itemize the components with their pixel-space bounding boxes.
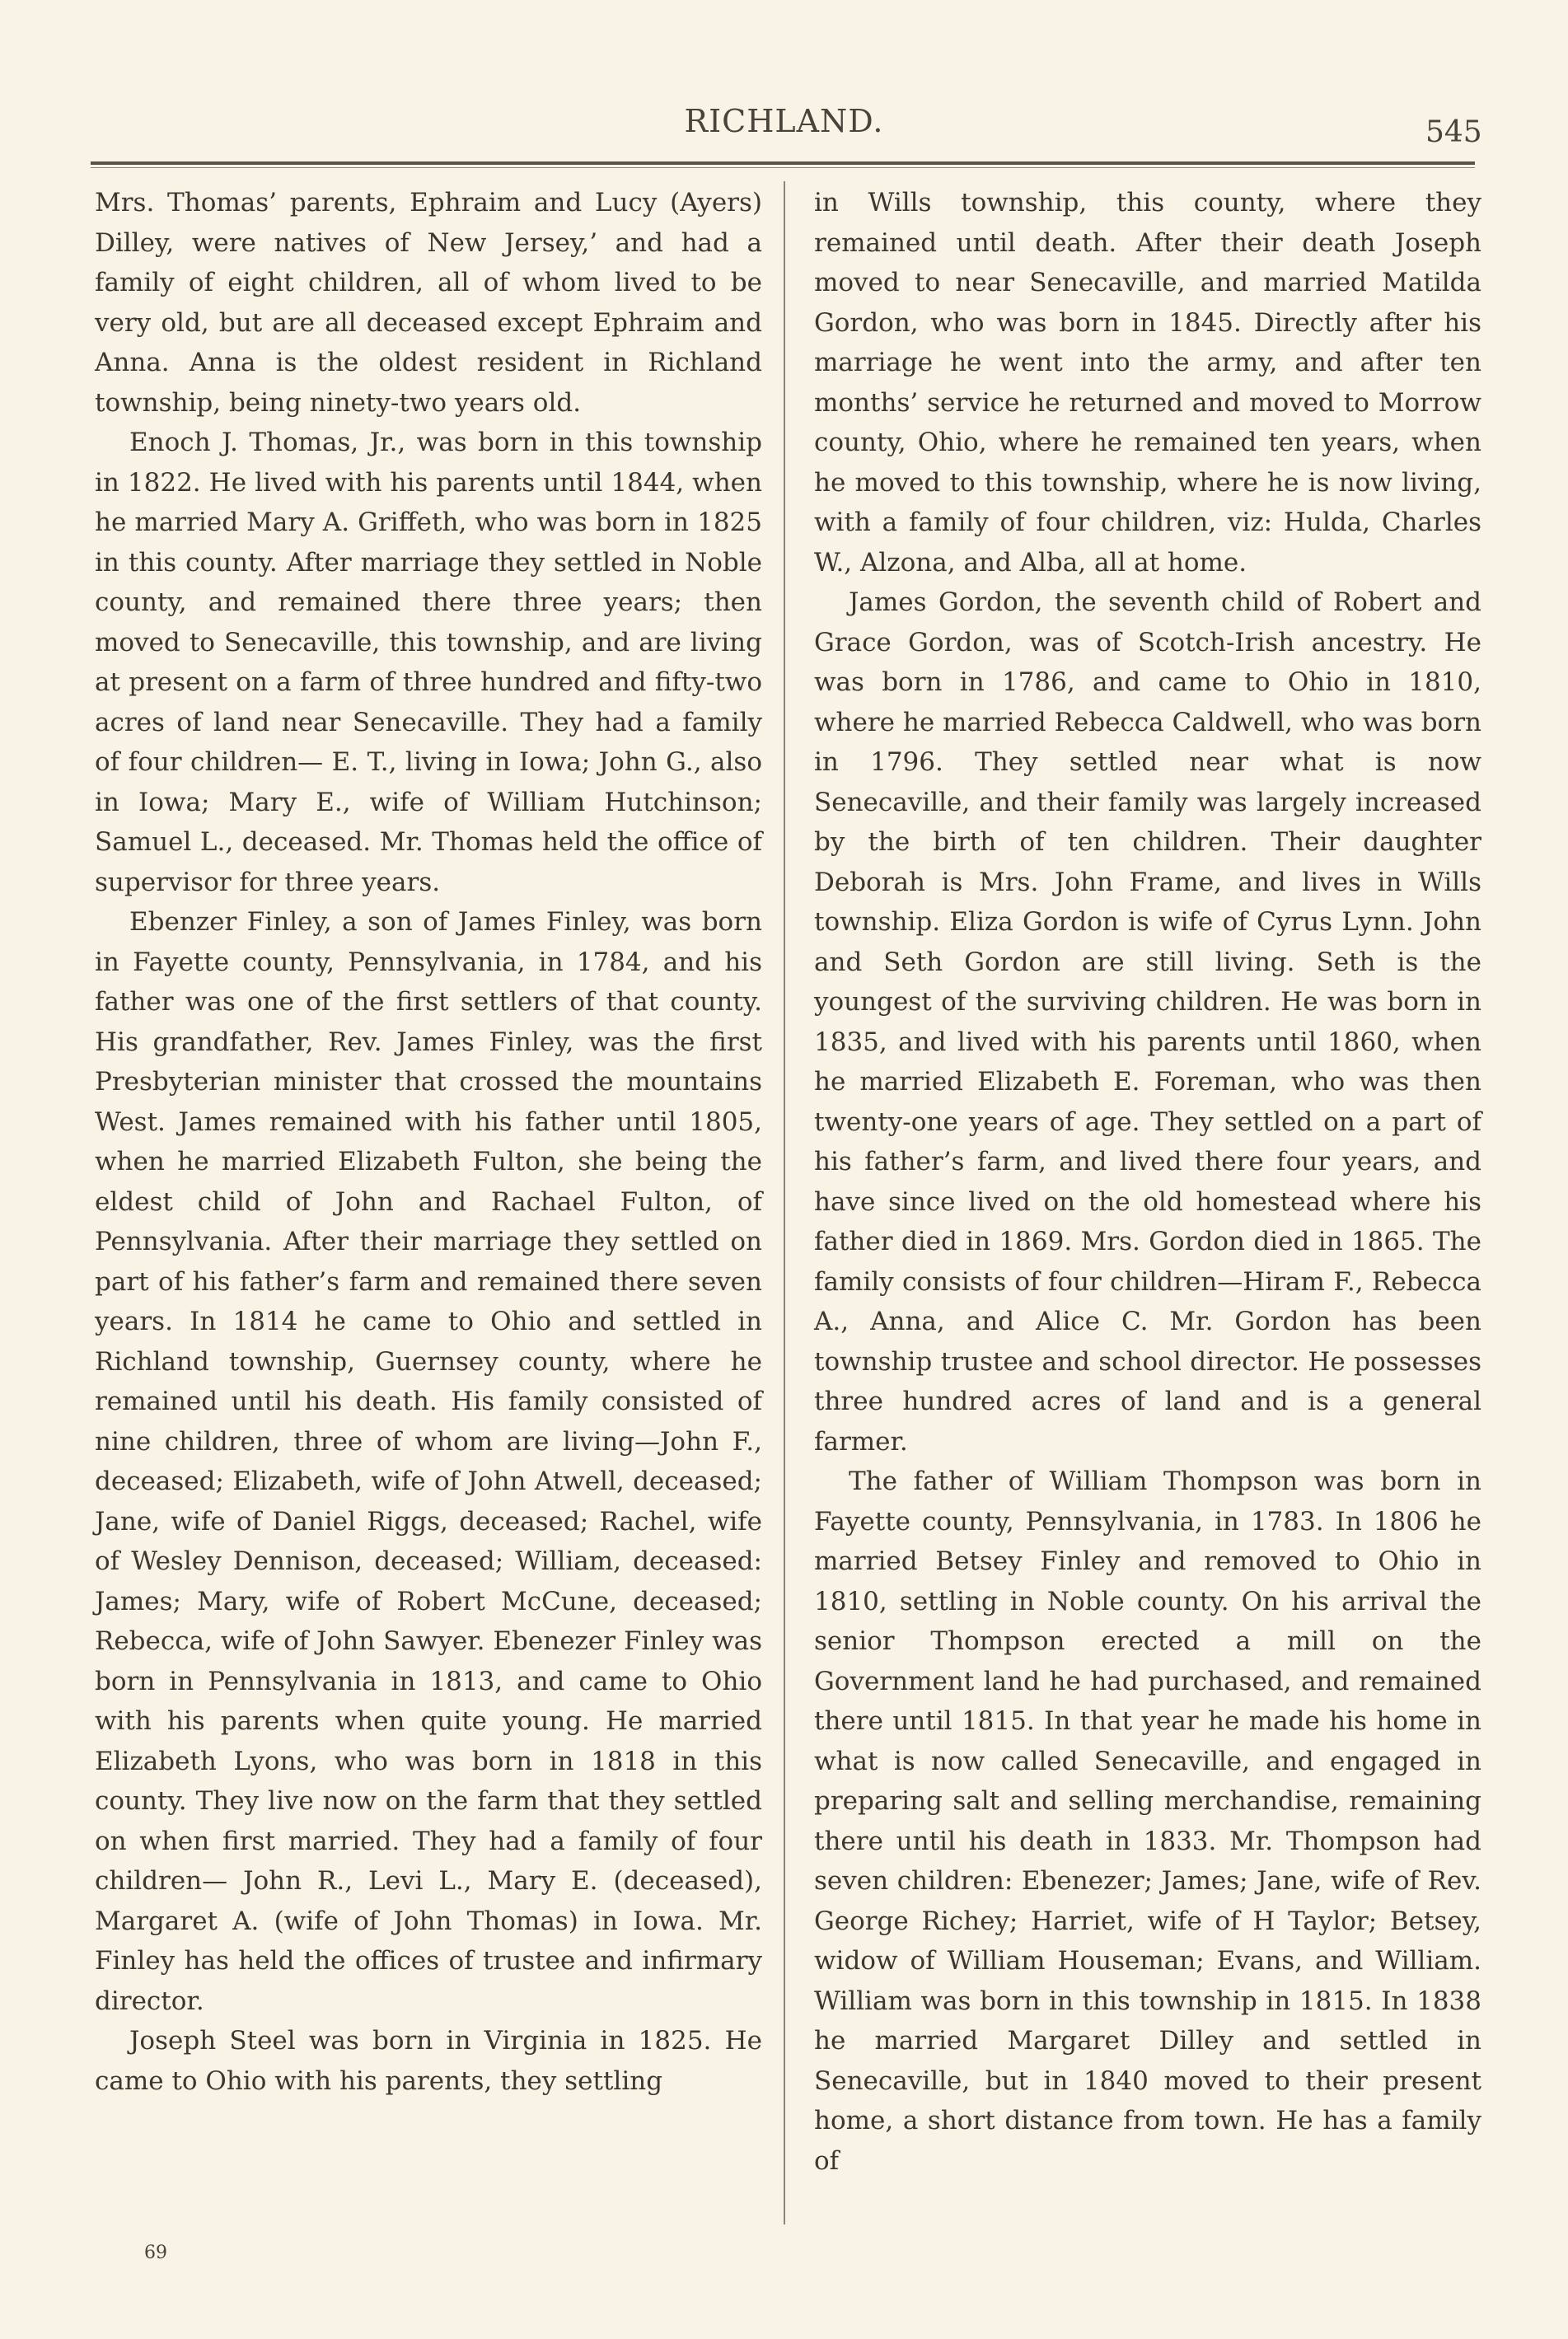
signature-mark: 69 xyxy=(144,2243,167,2263)
paragraph: in Wills township, this county, where they remained until death. After their death Joseph moved to near Senecaville, and married Matilda Gordon, who was born in 1845. Directly after his marriage he went into the army, and after ten months’ service he returned and moved to Morrow county, Ohio, where he remained ten years, when he moved to this township, where he is now living, with a family of four children, viz: Hulda, Charles W., Alzona, and Alba, all at home. xyxy=(814,188,1481,578)
paragraph: Enoch J. Thomas, Jr., was born in this township in 1822. He lived with his parents until 1844, when he married Mary A. Griffeth, who was born in 1825 in this county. After marriage they settled in Noble county, and remained there three years; then moved to Senecaville, this township, and are living at present on a farm of three hundred and fifty-two acres of land near Senecaville. They had a family of four children— E. T., living in Iowa; John G., also in Iowa; Mary E., wife of William Hutchinson; Samuel L., deceased. Mr. Thomas held the office of supervisor for three years. xyxy=(95,428,762,897)
header-rule-thin xyxy=(91,167,1475,168)
running-head-title: RICHLAND. xyxy=(684,103,884,139)
header-rule xyxy=(91,161,1475,165)
column-divider xyxy=(784,181,785,2224)
left-column xyxy=(95,183,762,2101)
paragraph: The father of William Thompson was born in Fayette county, Pennsylvania, in 1783. In 1806 he married Betsey Finley and removed to Ohio in 1810, settling in Noble county. On his arrival the senior Thompson erected a mill on the Government land he had purchased, and remained there until 1815. In that year he made his home in what is now called Senecaville, and engaged in preparing salt and selling merchandise, remaining there until his death in 1833. Mr. Thompson had seven children: Ebenezer; James; Jane, wife of Rev. George Richey; Harriet, wife of H Taylor; Betsey, widow of William Houseman; Evans, and William. William was born in this township in 1815. In 1838 he married Margaret Dilley and settled in Senecaville, but in 1840 moved to their present home, a short distance from town. He has a family of xyxy=(814,1467,1481,2176)
paragraph: Ebenzer Finley, a son of James Finley, was born in Fayette county, Pennsylvania, in 1784, and his father was one of the first settlers of that county. His grandfather, Rev. James Finley, was the first Presbyterian minister that crossed the mountains West. James remained with his father until 1805, when he married Elizabeth Fulton, she being the eldest child of John and Rachael Fulton, of Pennsylvania. After their marriage they settled on part of his father’s farm and remained there seven years. In 1814 he came to Ohio and settled in Richland township, Guernsey county, where he remained until his death. His family consisted of nine children, three of whom are living—John F., deceased; Elizabeth, wife of John Atwell, deceased; Jane, wife of Daniel Riggs, deceased; Rachel, wife of Wesley Dennison, deceased; William, deceased: James; Mary, wife of Robert McCune, deceased; Rebecca, wife of John Sawyer. Ebenezer Finley was born in Pennsylvania in 1813, and came to Ohio with his parents when quite young. He married Elizabeth Lyons, who was born in 1818 in this county. They live now on the farm that they settled on when first married. They had a family of four children— John R., Levi L., Mary E. (deceased), Margaret A. (wife of John Thomas) in Iowa. Mr. Finley has held the offices of trustee and infirmary director. xyxy=(95,907,762,2016)
paragraph: James Gordon, the seventh child of Robert and Grace Gordon, was of Scotch-Irish ancestry. He was born in 1786, and came to Ohio in 1810, where he married Rebecca Caldwell, who was born in 1796. They settled near what is now Senecaville, and their family was largely increased by the birth of ten children. Their daughter Deborah is Mrs. John Frame, and lives in Wills township. Eliza Gordon is wife of Cyrus Lynn. John and Seth Gordon are still living. Seth is the youngest of the surviving children. He was born in 1835, and lived with his parents until 1860, when he married Elizabeth E. Foreman, who was then twenty-one years of age. They settled on a part of his father’s farm, and lived there four years, and have since lived on the old homestead where his father died in 1869. Mrs. Gordon died in 1865. The family consists of four children—Hiram F., Rebecca A., Anna, and Alice C. Mr. Gordon has been township trustee and school director. He possesses three hundred acres of land and is a general farmer. xyxy=(814,587,1481,1457)
right-column xyxy=(814,183,1481,2181)
page-number: 545 xyxy=(1425,115,1482,149)
paragraph: Mrs. Thomas’ parents, Ephraim and Lucy (Ayers) Dilley, were natives of New Jersey,’ and had a family of eight children, all of whom lived to be very old, but are all deceased except Ephraim and Anna. Anna is the oldest resident in Richland township, being ninety-two years old. xyxy=(95,188,762,418)
paragraph: Joseph Steel was born in Virginia in 1825. He came to Ohio with his parents, they settling xyxy=(95,2026,762,2096)
